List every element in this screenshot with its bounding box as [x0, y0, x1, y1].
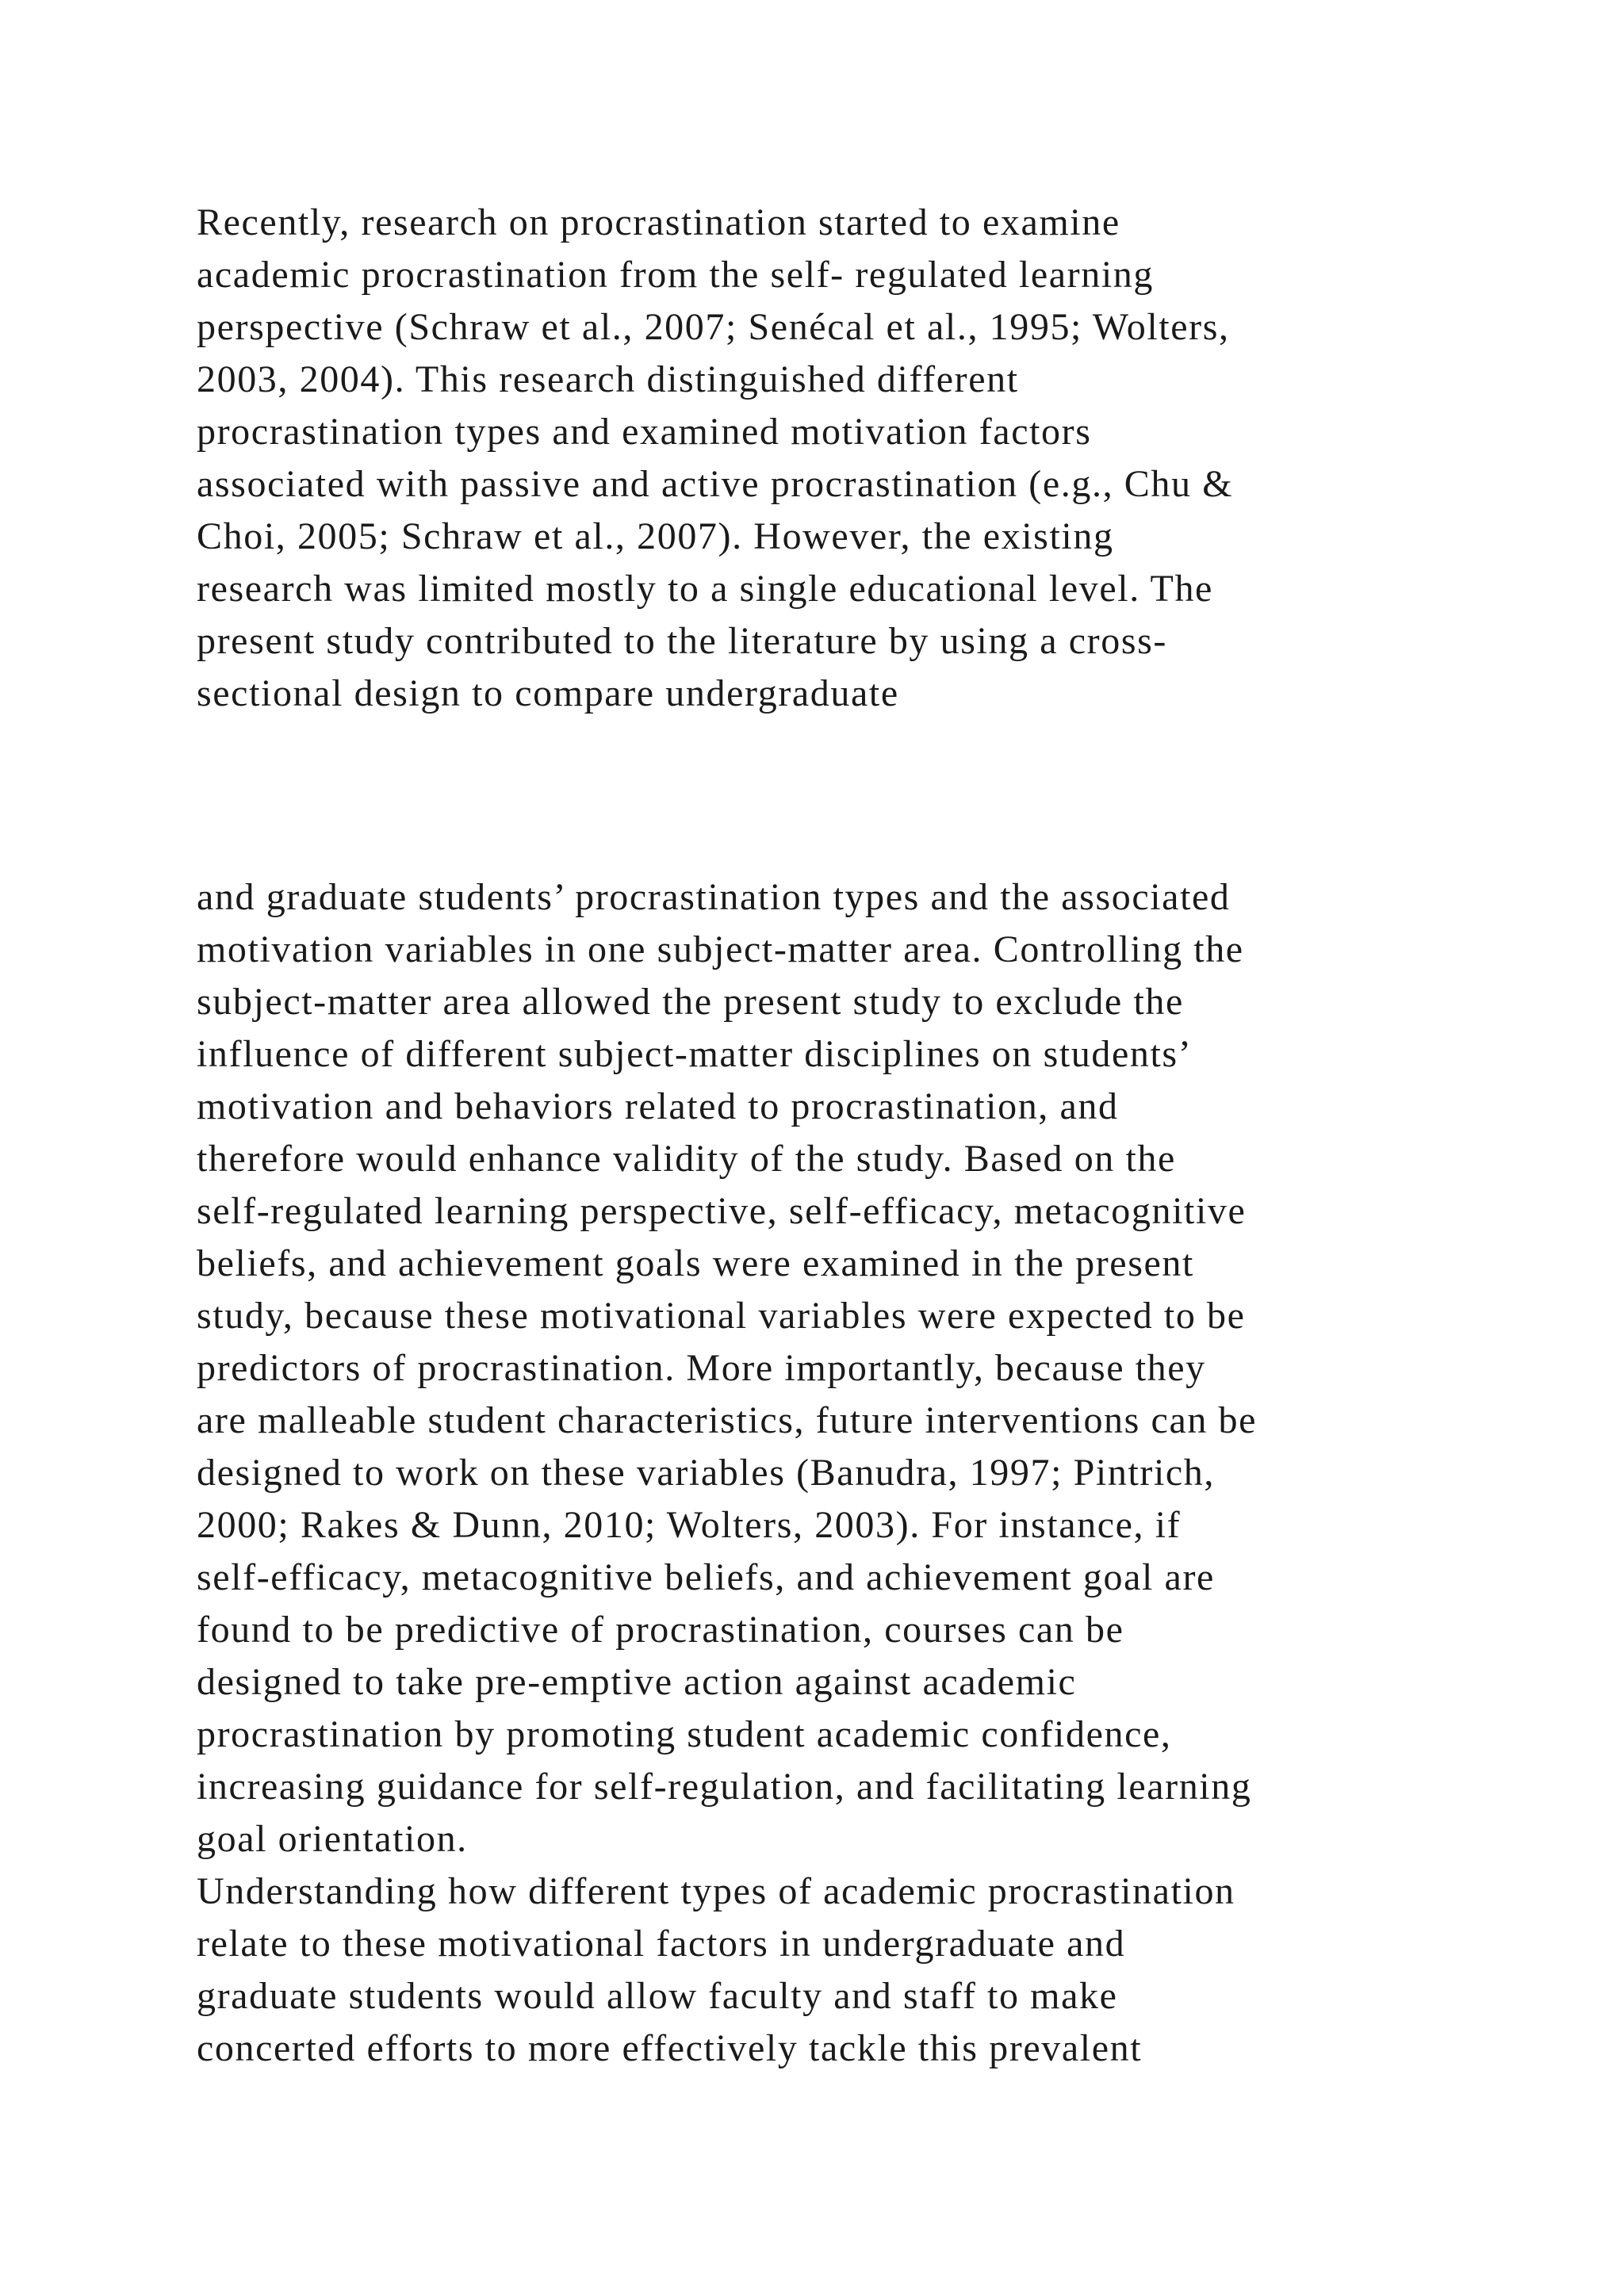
text-line: and graduate students’ procrastination types and the associated: [197, 876, 1231, 918]
text-line: procrastination types and examined motivation factors: [197, 411, 1092, 453]
text-line: motivation and behaviors related to procrastination, and: [197, 1085, 1119, 1127]
text-line: relate to these motivational factors in undergraduate and: [197, 1923, 1126, 1965]
text-line: are malleable student characteristics, future interventions can be: [197, 1399, 1258, 1441]
text-line: subject-matter area allowed the present study to exclude the: [197, 981, 1184, 1023]
text-line: predictors of procrastination. More importantly, because they: [197, 1347, 1206, 1389]
text-line: Recently, research on procrastination started to examine: [197, 201, 1120, 243]
text-line: study, because these motivational variables were expected to be: [197, 1295, 1246, 1337]
text-line: graduate students would allow faculty and staff to make: [197, 1975, 1118, 2017]
text-line: Choi, 2005; Schraw et al., 2007). However, the existing: [197, 515, 1114, 557]
text-block-2: [197, 871, 1497, 2075]
text-block-1: [197, 197, 1497, 720]
text-line: goal orientation.: [197, 1818, 468, 1860]
text-line: self-efficacy, metacognitive beliefs, and achievement goal are: [197, 1556, 1215, 1598]
text-line: sectional design to compare undergraduate: [197, 672, 899, 714]
text-line: motivation variables in one subject-matter area. Controlling the: [197, 928, 1244, 970]
text-line: designed to work on these variables (Banudra, 1997; Pintrich,: [197, 1452, 1216, 1494]
text-line: research was limited mostly to a single educational level. The: [197, 568, 1213, 610]
text-line: 2003, 2004). This research distinguished different: [197, 358, 1019, 400]
text-line: 2000; Rakes & Dunn, 2010; Wolters, 2003). For instance, if: [197, 1504, 1182, 1546]
text-line: perspective (Schraw et al., 2007; Senécal et al., 1995; Wolters,: [197, 306, 1230, 348]
text-line: self-regulated learning perspective, self-efficacy, metacognitive: [197, 1190, 1247, 1232]
text-line: influence of different subject-matter disciplines on students’: [197, 1033, 1193, 1075]
text-line: designed to take pre-emptive action against academic: [197, 1661, 1077, 1703]
text-line: therefore would enhance validity of the study. Based on the: [197, 1138, 1176, 1180]
text-line: associated with passive and active procrastination (e.g., Chu &: [197, 463, 1234, 505]
text-line: found to be predictive of procrastination, courses can be: [197, 1609, 1124, 1651]
text-line: present study contributed to the literature by using a cross-: [197, 620, 1167, 662]
text-line: procrastination by promoting student academic confidence,: [197, 1713, 1172, 1755]
text-line: Understanding how different types of academic procrastination: [197, 1870, 1235, 1912]
text-line: concerted efforts to more effectively tackle this prevalent: [197, 2027, 1143, 2069]
text-line: academic procrastination from the self- regulated learning: [197, 254, 1154, 296]
text-line: increasing guidance for self-regulation, and facilitating learning: [197, 1766, 1252, 1808]
text-line: beliefs, and achievement goals were examined in the present: [197, 1242, 1194, 1284]
